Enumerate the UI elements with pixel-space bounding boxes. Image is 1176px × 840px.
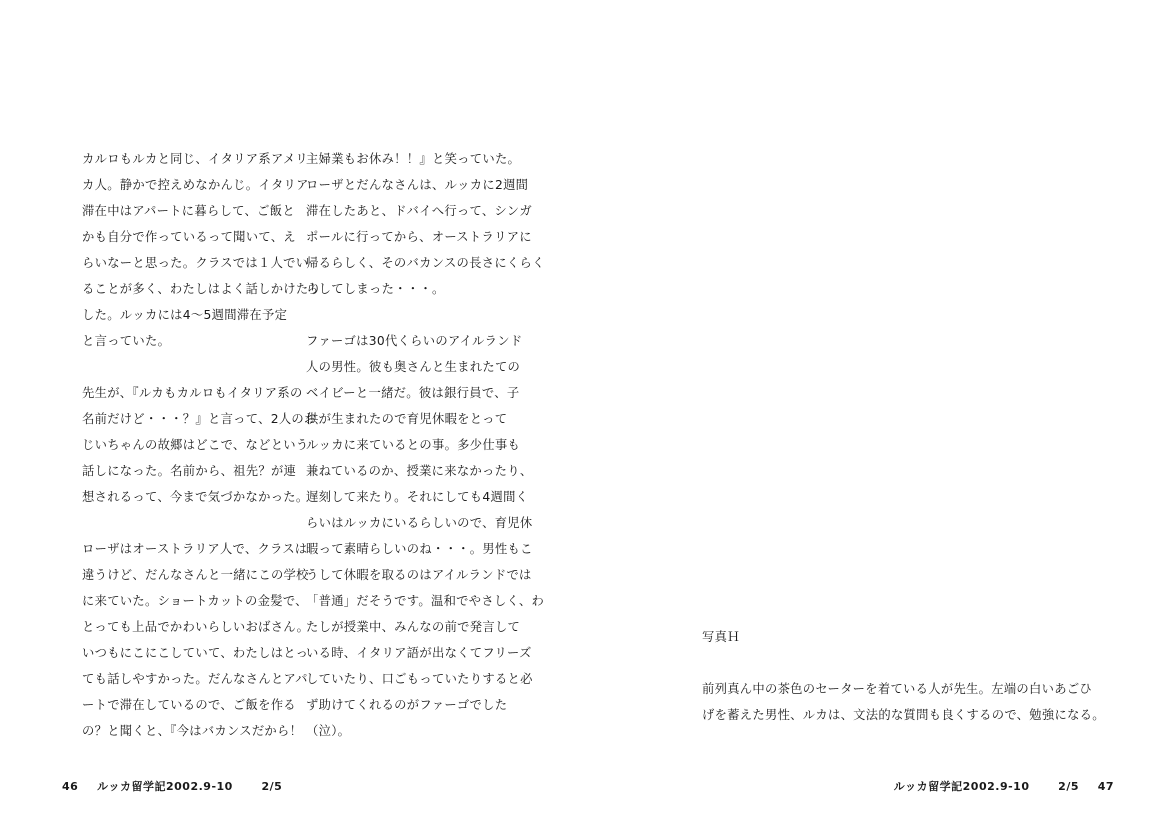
text-line: ルッカに来ているとの事。多少仕事も xyxy=(306,438,521,452)
text-line: カルロもルカと同じ、イタリア系アメリ xyxy=(82,152,309,166)
text-line: 前列真ん中の茶色のセーターを着ている人が先生。左端の白いあごひ xyxy=(702,682,1093,696)
text-line: 名前だけど・・・？』と言って、2人のお xyxy=(82,412,317,426)
right-page-footer xyxy=(894,778,1114,794)
text-line: 先生が、『ルカもカルロもイタリア系の xyxy=(82,386,303,400)
text-line: とっても上品でかわいらしいおばさん。 xyxy=(82,620,310,634)
text-line: うして休暇を取るのはアイルランドでは xyxy=(306,568,532,582)
caption-text xyxy=(702,676,1122,728)
text-line: ポールに行ってから、オーストラリアに xyxy=(306,230,532,244)
text-line: した。ルッカには4～5週間滞在予定 xyxy=(82,308,288,322)
page-number: 47 xyxy=(1097,780,1114,793)
text-line: ートで滞在しているので、ご飯を作る xyxy=(82,698,296,712)
text-column-1 xyxy=(82,146,322,770)
paragraph-teacher xyxy=(82,380,317,510)
text-line: じいちゃんの故郷はどこで、などという xyxy=(82,438,309,452)
right-page xyxy=(588,0,1176,840)
left-page-footer xyxy=(62,778,282,794)
text-line: 人の男性。彼も奥さんと生まれたての xyxy=(306,360,521,374)
text-line: かも自分で作っているって聞いて、え xyxy=(82,230,296,244)
text-line: （泣）。 xyxy=(306,724,351,738)
text-line: ファーゴは30代くらいのアイルランド xyxy=(306,334,523,348)
text-line: らいなーと思った。クラスでは１人でい xyxy=(82,256,309,270)
paragraph-carlo xyxy=(82,146,322,354)
text-line: いつもにこにこしていて、わたしはとっ xyxy=(82,646,309,660)
page-number: 46 xyxy=(62,780,79,793)
part-indicator: 2/5 xyxy=(1058,780,1079,793)
photo-caption xyxy=(702,624,1122,728)
text-line: 滞在中はアパートに暮らして、ご飯と xyxy=(82,204,295,218)
running-title: ルッカ留学記2002.9-10 xyxy=(97,780,233,793)
paragraph-fergo xyxy=(306,328,545,744)
text-line: ローザとだんなさんは、ルッカに2週間 xyxy=(306,178,529,192)
text-line: 違うけど、だんなさんと一緒にこの学校 xyxy=(82,568,309,582)
text-line: ず助けてくれるのがファーゴでした xyxy=(306,698,508,712)
text-line: 「普通」だそうです。温和でやさしく、わ xyxy=(306,594,545,608)
text-line: 想されるって、今まで気づかなかった。 xyxy=(82,490,309,504)
text-line: 主婦業もお休み！！』と笑っていた。 xyxy=(306,152,521,166)
text-line: いる時、イタリア語が出なくてフリーズ xyxy=(306,646,532,660)
text-line: 遅刻して来たり。それにしても4週間く xyxy=(306,490,529,504)
text-line: ローザはオーストラリア人で、クラスは xyxy=(82,542,308,556)
text-line: ることが多く、わたしはよく話しかけたり xyxy=(82,282,322,296)
text-line: 滞在したあと、ドバイへ行って、シンガ xyxy=(306,204,532,218)
text-line: げを蓄えた男性、ルカは、文法的な質問も良くするので、勉強になる。 xyxy=(702,708,1105,722)
text-line: カ人。静かで控えめなかんじ。イタリア xyxy=(82,178,309,192)
running-title: ルッカ留学記2002.9-10 xyxy=(893,780,1030,793)
text-line: 帰るらしく、そのバカンスの長さにくらく xyxy=(306,256,545,270)
text-line: に来ていた。ショートカットの金髪で、 xyxy=(82,594,308,608)
text-line: 兼ねているのか、授業に来なかったり、 xyxy=(306,464,533,478)
text-line: の？と聞くと、『今はバカンスだから！ xyxy=(82,724,303,738)
text-line: ても話しやすかった。だんなさんとアパ xyxy=(82,672,308,686)
text-line: 話しになった。名前から、祖先？が連 xyxy=(82,464,297,478)
text-line: していたり、口ごもっていたりすると必 xyxy=(306,672,533,686)
text-column-2 xyxy=(306,146,545,770)
part-indicator: 2/5 xyxy=(261,780,283,793)
paragraph-rosa-continued xyxy=(306,146,545,302)
text-line: ベイビーと一緒だ。彼は銀行員で、子 xyxy=(306,386,520,400)
text-line: 供が生まれたので育児休暇をとって xyxy=(306,412,508,426)
text-line: らしてしまった・・・。 xyxy=(306,282,445,296)
text-line: と言っていた。 xyxy=(82,334,171,348)
text-line: たしが授業中、みんなの前で発言して xyxy=(306,620,521,634)
caption-title: 写真Ｈ xyxy=(702,630,740,644)
text-line: 暇って素晴らしいのね・・・。男性もこ xyxy=(306,542,533,556)
paragraph-rosa xyxy=(82,536,310,744)
text-line: らいはルッカにいるらしいので、育児休 xyxy=(306,516,533,530)
